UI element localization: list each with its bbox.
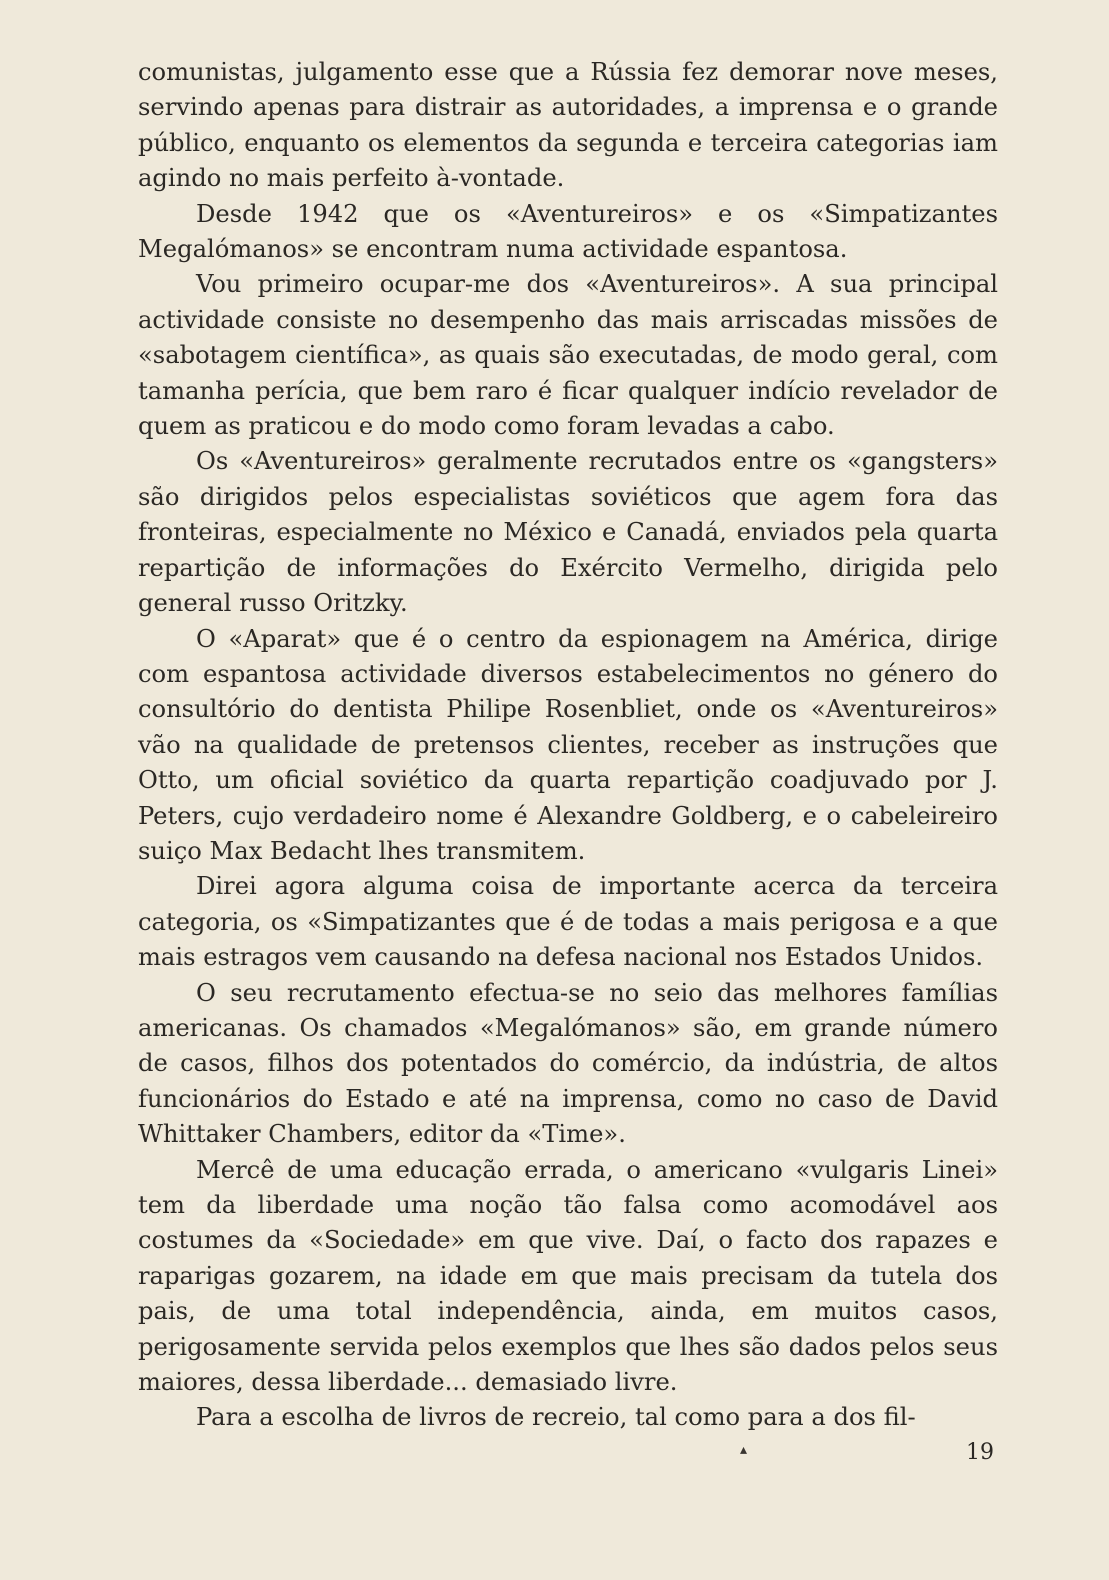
paragraph: Vou primeiro ocupar-me dos «Aventureiros». A sua principal actividade consiste no desempenho das mais arriscadas missões de «sabotagem científica», as quais são executadas, de modo geral, com tamanha perícia, que bem raro é ficar qualquer indício revelador de quem as praticou e do modo como foram levadas a cabo. [138,270,998,441]
page-number: 19 [966,1440,994,1465]
paragraph-continuation: comunistas, julgamento esse que a Rússia fez demorar nove meses, servindo apenas para distrair as autoridades, a imprensa e o grande público, enquanto os elementos da segunda e terceira categorias iam agindo no mais perfeito à-vontade. [138,58,998,193]
body-text [138,55,998,1436]
paragraph: Direi agora alguma coisa de importante acerca da terceira categoria, os «Simpatizantes que é de todas a mais perigosa e a que mais estragos vem causando na defesa nacional nos Estados Unidos. [138,872,998,972]
print-mark: ▴ [740,1442,748,1458]
paragraph: Mercê de uma educação errada, o americano «vulgaris Linei» tem da liberdade uma noção tão falsa como acomodável aos costumes da «Sociedade» em que vive. Daí, o facto dos rapazes e raparigas gozarem, na idade em que mais precisam da tutela dos pais, de uma total independência, ainda, em muitos casos, perigosamente servida pelos exemplos que lhes são dados pelos seus maiores, dessa liberdade... demasiado livre. [138,1155,998,1397]
paragraph: Desde 1942 que os «Aventureiros» e os «Simpatizantes Megalómanos» se encontram numa actividade espantosa. [138,199,998,264]
paragraph: Os «Aventureiros» geralmente recrutados entre os «gangsters» são dirigidos pelos especialistas soviéticos que agem fora das fronteiras, especialmente no México e Canadá, enviados pela quarta repartição de informações do Exército Vermelho, dirigida pelo general russo Oritzky. [138,447,998,618]
paragraph: Para a escolha de livros de recreio, tal como para a dos fil- [196,1403,916,1432]
paragraph: O «Aparat» que é o centro da espionagem na América, dirige com espantosa actividade diversos estabelecimentos no género do consultório do dentista Philipe Rosenbliet, onde os «Aventureiros» vão na qualidade de pretensos clientes, receber as instruções que Otto, um oficial soviético da quarta repartição coadjuvado por J. Peters, cujo verdadeiro nome é Alexandre Goldberg, e o cabeleireiro suiço Max Bedacht lhes transmitem. [138,624,998,865]
paragraph: O seu recrutamento efectua-se no seio das melhores famílias americanas. Os chamados «Megalómanos» são, em grande número de casos, filhos dos potentados do comércio, da indústria, de altos funcionários do Estado e até na imprensa, como no caso de David Whittaker Chambers, editor da «Time». [138,978,998,1149]
